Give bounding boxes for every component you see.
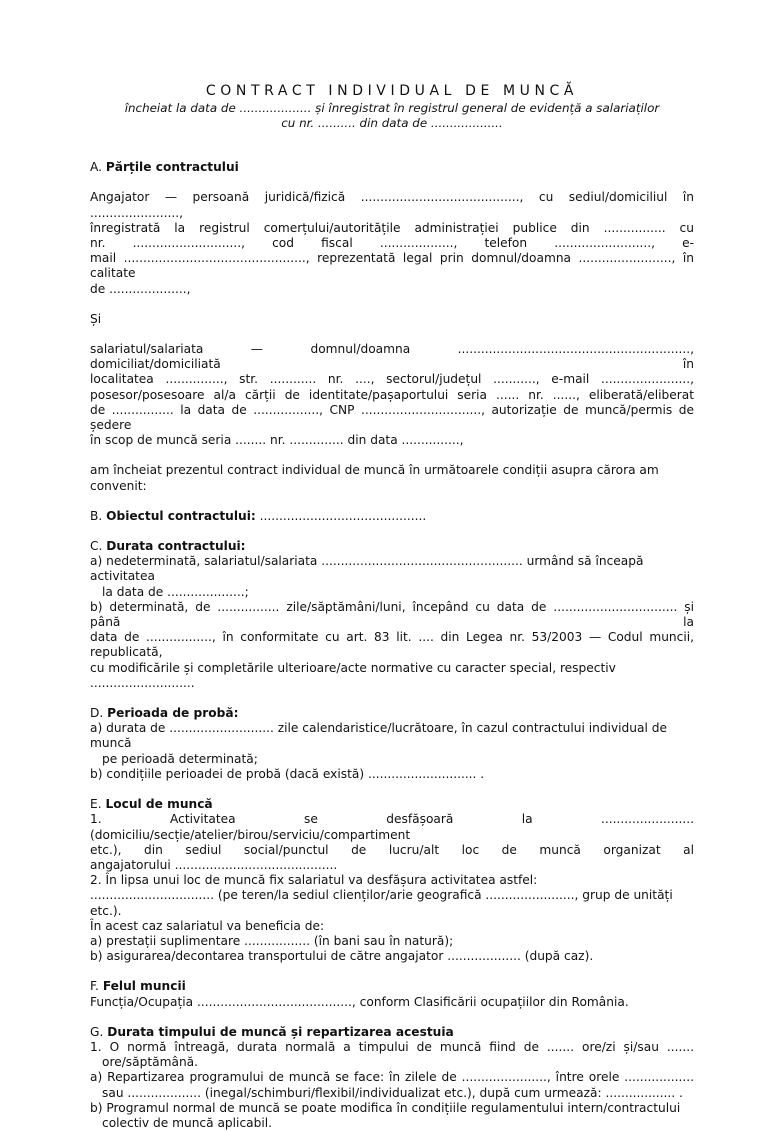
section-d-heading	[90, 706, 694, 721]
section-e-heading	[90, 797, 694, 812]
employee-line-3: posesor/posesoare al/a cărții de identitate/pașaportului seria ...... nr. ......, eliberată/eliberat	[90, 387, 694, 402]
section-f-letter: F.	[90, 979, 103, 994]
worktime-a-line-2: sau ................... (inegal/schimburi/flexibil/individualizat etc.), după cum urmează: .................. .	[102, 1085, 683, 1100]
employer-line-3: nr. ............................, cod fiscal ..................., telefon ........................., e-	[90, 236, 694, 250]
workplace-2-line-4: a) prestații suplimentare ................. (în bani sau în natură);	[90, 933, 454, 948]
section-b-heading	[90, 509, 694, 524]
worktime-b-line-1: b) Programul normal de muncă se poate modifica în condițiile regulamentului intern/contractului	[90, 1100, 681, 1115]
worktime-b-line-2: colectiv de muncă aplicabil.	[102, 1115, 272, 1130]
workplace-1-line-1: 1. Activitatea se desfășoară la ........................ (domiciliu/secție/atelier/birou/serviciu/compartiment	[90, 812, 694, 842]
section-b-blank: ...........................................	[255, 508, 427, 523]
section-b-letter: B.	[90, 508, 107, 523]
contract-title: CONTRACT INDIVIDUAL DE MUNCĂ	[205, 83, 579, 99]
employer-line-1: Angajator — persoană juridică/fizică ........................................., cu sediul/domiciliul în .......................,	[90, 190, 694, 220]
duration-b-line-2: data de ................., în conformitate cu art. 83 lit. .... din Legea nr. 53/2003 — Codul muncii, republicată,	[90, 630, 694, 660]
probation-b-line-1: b) condițiile perioadei de probă (dacă există) ............................ .	[90, 766, 485, 781]
probation-a-line-1: a) durata de ........................... zile calendaristice/lucrătoare, în cazul contractului individual de muncă	[90, 721, 667, 751]
agreement-statement: am încheiat prezentul contract individual de muncă în următoarele condiții asupra cărora am convenit:	[90, 463, 659, 493]
section-e-title: Locul de muncă	[105, 797, 213, 812]
employee-line-4: de ................ la data de ................., CNP ..............................., autorizație de muncă/permis de ședere	[90, 402, 694, 433]
employee-line-1: salariatul/salariata — domnul/doamna ............................................................, domiciliat/domiciliată în	[90, 342, 694, 372]
section-a-title: Părțile contractului	[105, 160, 239, 175]
duration-b-line-3: cu modificările și completările ulterioare/acte normative cu caracter special, respectiv ...........................	[90, 660, 616, 690]
section-d-letter: D.	[90, 706, 108, 721]
contract-subtitle-line-2: cu nr. .......... din data de ...................	[281, 115, 503, 130]
section-d-title: Perioada de probă:	[107, 706, 239, 721]
contract-subtitle-line-1: încheiat la data de ................... și înregistrat în registrul general de evidență a salariaților	[124, 101, 660, 115]
workplace-2-line-1: 2. În lipsa unui loc de muncă fix salariatul va desfășura activitatea astfel:	[90, 873, 538, 888]
employee-line-5: în scop de muncă seria ........ nr. .............. din data ...............,	[90, 433, 464, 448]
section-c-letter: C.	[90, 539, 107, 554]
section-f-title: Felul muncii	[102, 979, 186, 994]
employer-line-5: de ....................,	[90, 281, 191, 296]
section-f-heading	[90, 979, 694, 994]
employer-line-2: înregistrată la registrul comerțului/autoritățile administrației publice din ................ cu	[90, 220, 694, 235]
section-b-title: Obiectul contractului:	[106, 508, 256, 523]
duration-a-line-1: a) nedeterminată, salariatul/salariata .................................................... urmând să înceapă activitatea	[90, 554, 644, 584]
employer-line-4: mail ..............................................., reprezentată legal prin domnul/doamna ........................, în calitate	[90, 251, 694, 281]
section-e-letter: E.	[90, 797, 106, 812]
section-c-title: Durata contractului:	[106, 539, 246, 554]
worktime-1-line-2: ore/săptămână.	[102, 1055, 199, 1070]
employee-line-2: localitatea ..............., str. ............ nr. ...., sectorul/județul ..........., e-mail .......................,	[90, 372, 694, 387]
section-a-letter: A.	[90, 160, 106, 175]
work-type-line-1: Funcția/Ocupația ........................................, conform Clasificării ocupațiilor din România.	[90, 994, 629, 1009]
workplace-2-line-3: În acest caz salariatul va beneficia de:	[90, 918, 325, 933]
workplace-2-line-2: ................................ (pe teren/la sediul clienților/arie geografică ......................., grup de unități etc.).	[90, 888, 673, 918]
workplace-1-line-2: etc.), din sediul social/punctul de lucru/alt loc de muncă organizat al	[90, 842, 694, 857]
section-a-heading	[90, 160, 694, 175]
workplace-1-line-3: angajatorului ..........................................	[90, 857, 338, 872]
section-g-title: Durata timpului de muncă și repartizarea acestuia	[107, 1024, 454, 1039]
probation-a-line-2: pe perioadă determinată;	[102, 751, 258, 766]
duration-b-line-1: b) determinată, de ................ zile/săptămâni/luni, începând cu data de ................................ și până la	[90, 599, 694, 630]
worktime-1-line-1: 1. O normă întreagă, durata normală a timpului de muncă fiind de ....... ore/zi și/sau .......	[90, 1039, 694, 1054]
duration-a-line-2: la data de ....................;	[102, 584, 249, 599]
and-conjunction: Și	[90, 311, 102, 326]
worktime-a-line-1: a) Repartizarea programului de muncă se face: în zilele de ......................, între orele ..................	[90, 1070, 694, 1085]
section-g-heading	[90, 1025, 694, 1040]
section-g-letter: G.	[90, 1024, 108, 1039]
workplace-2-line-5: b) asigurarea/decontarea transportului de către angajator ................... (după caz).	[90, 949, 594, 964]
section-c-heading	[90, 539, 694, 554]
document-content	[90, 83, 694, 1131]
